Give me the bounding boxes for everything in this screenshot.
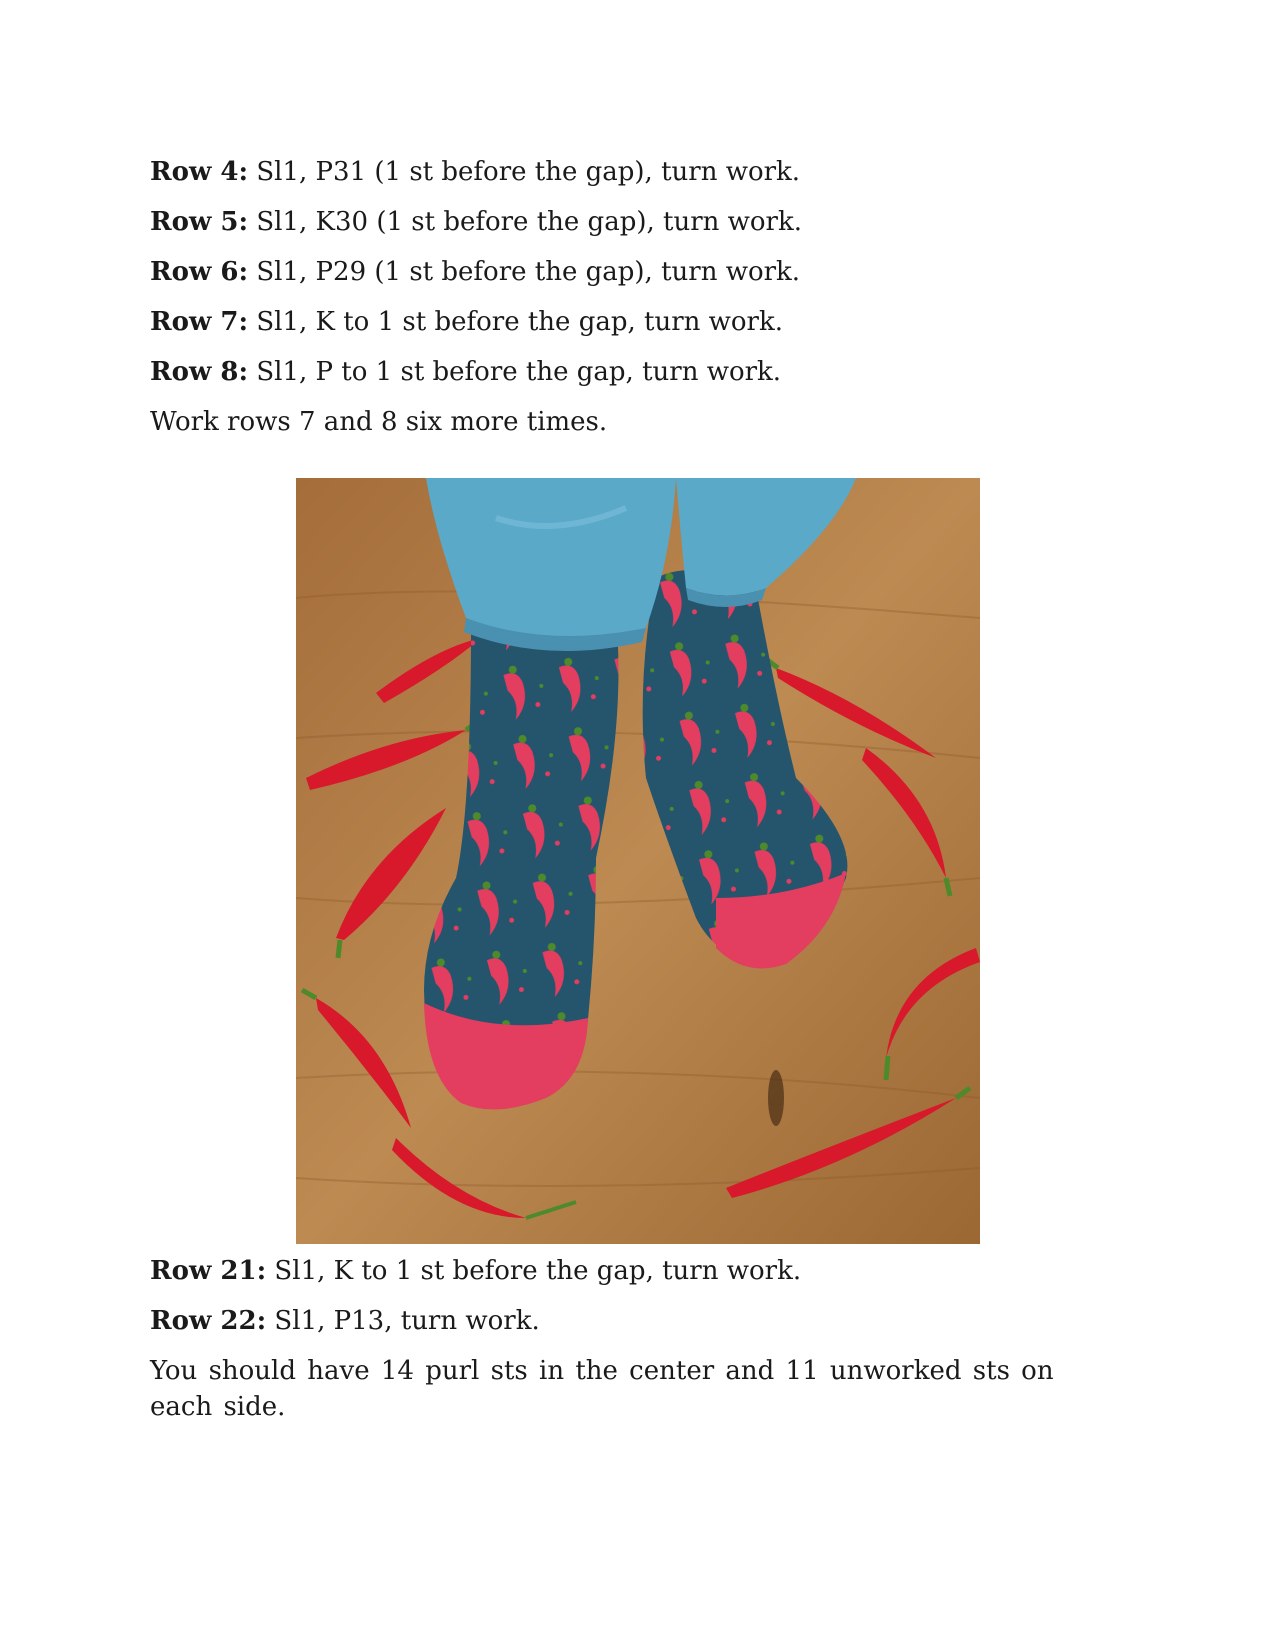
row-label: Row 5: bbox=[150, 207, 249, 237]
row-label: Row 21: bbox=[150, 1256, 267, 1286]
row-8-instruction bbox=[150, 354, 1130, 390]
wood-knot bbox=[768, 1070, 784, 1126]
row-text: Sl1, P to 1 st before the gap, turn work. bbox=[248, 357, 782, 387]
row-text: Sl1, P29 (1 st before the gap), turn work. bbox=[248, 257, 801, 287]
summary-paragraph: You should have 14 purl sts in the center and 11 unworked sts on each side. bbox=[150, 1356, 1054, 1422]
row-text: Sl1, K30 (1 st before the gap), turn work. bbox=[248, 207, 802, 237]
row-text: Sl1, K to 1 st before the gap, turn work. bbox=[266, 1256, 802, 1286]
knitted-chili-socks-image bbox=[296, 478, 980, 1244]
row-text: Sl1, K to 1 st before the gap, turn work. bbox=[248, 307, 783, 337]
repeat-note: Work rows 7 and 8 six more times. bbox=[150, 407, 608, 437]
row-4-instruction bbox=[150, 154, 1130, 190]
row-7-instruction bbox=[150, 304, 1130, 340]
socks-photo bbox=[296, 478, 980, 1244]
row-label: Row 4: bbox=[150, 157, 249, 187]
row-22-instruction bbox=[150, 1303, 1130, 1339]
row-label: Row 8: bbox=[150, 357, 249, 387]
row-text: Sl1, P13, turn work. bbox=[266, 1306, 540, 1336]
row-21-instruction bbox=[150, 1253, 1130, 1289]
row-label: Row 7: bbox=[150, 307, 249, 337]
row-text: Sl1, P31 (1 st before the gap), turn work. bbox=[248, 157, 801, 187]
row-label: Row 6: bbox=[150, 257, 249, 287]
row-6-instruction bbox=[150, 254, 1130, 290]
row-5-instruction bbox=[150, 204, 1130, 240]
row-label: Row 22: bbox=[150, 1306, 267, 1336]
